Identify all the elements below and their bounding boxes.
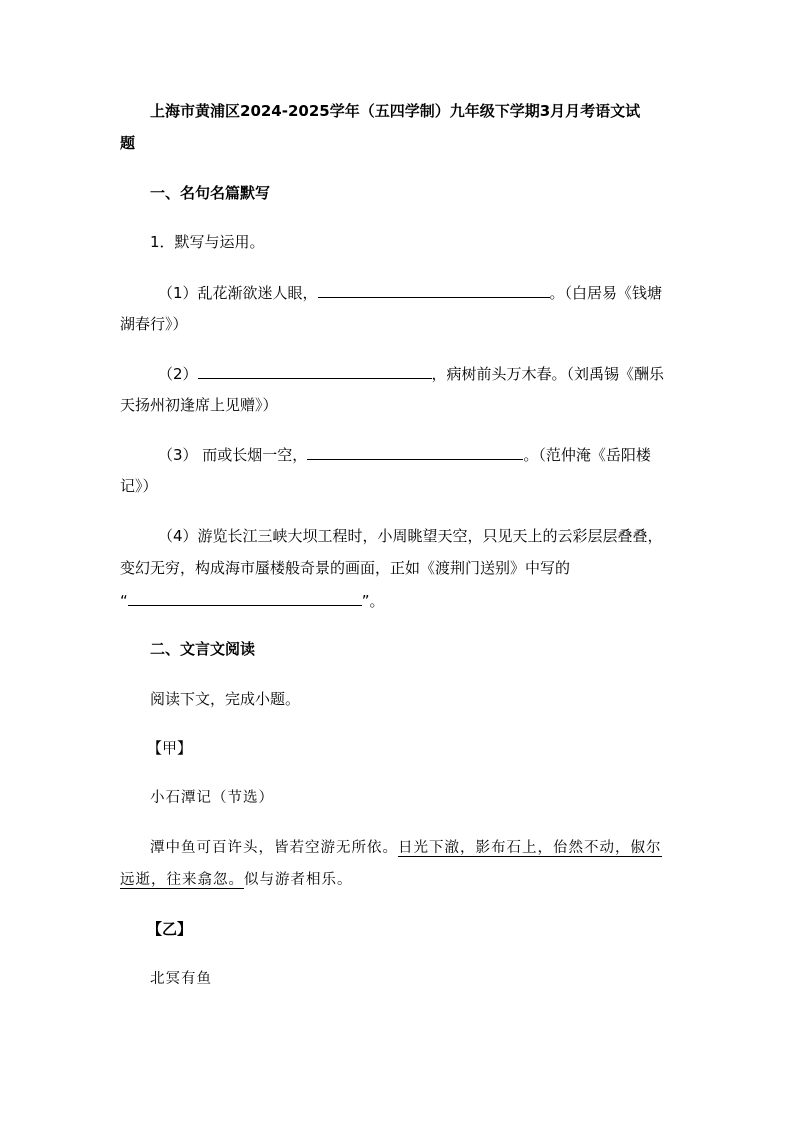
item4-answer-blank[interactable]: [128, 589, 362, 606]
passage-jia-title: 小石潭记（节选）: [150, 790, 274, 806]
question1-item1: [158, 281, 662, 304]
passage-jia-label: 【甲】: [147, 739, 193, 757]
question1-item3: [158, 443, 651, 466]
item3-prefix: （3） 而或长烟一空，: [158, 446, 308, 464]
item4-open-quote: “: [120, 592, 128, 610]
question1-label: 1．默写与运用。: [150, 233, 265, 251]
passage-jia-text-a: 潭中鱼可百许头，皆若空游无所依。: [150, 840, 398, 856]
reading-instruction: 阅读下文，完成小题。: [150, 690, 301, 708]
document-title-line2: 题: [120, 134, 136, 152]
passage-yi-label: 【乙】: [147, 920, 193, 938]
passage-yi-title: 北冥有鱼: [150, 971, 212, 987]
item3-source-continued: 记》）: [120, 477, 158, 495]
item2-source-continued: 天扬州初逢席上见赠》）: [120, 396, 278, 414]
section2-heading: 二、文言文阅读: [150, 640, 256, 658]
item1-answer-blank[interactable]: [318, 281, 550, 298]
question1-item4-line3: [120, 589, 385, 612]
item1-prefix: （1）乱花渐欲迷人眼，: [158, 284, 318, 302]
document-title-line1: 上海市黄浦区2024-2025学年（五四学制）九年级下学期3月月考语文试: [150, 102, 641, 120]
item2-prefix: （2）: [158, 365, 198, 383]
section1-heading: 一、名句名篇默写: [150, 184, 271, 202]
item1-suffix: 。（白居易《钱塘: [549, 284, 663, 302]
passage-jia-underlined-1: 日光下澈，影布石上，佁然不动，俶尔: [398, 840, 662, 856]
item2-answer-blank[interactable]: [198, 362, 432, 379]
passage-jia-underlined-2: 远逝，往来翕忽。: [120, 872, 244, 888]
item3-suffix: 。（范仲淹《岳阳楼: [523, 446, 651, 464]
question1-item2: [158, 362, 664, 385]
item2-suffix: ，病树前头万木春。（刘禹锡《酬乐: [431, 365, 665, 383]
item3-answer-blank[interactable]: [307, 443, 523, 460]
passage-jia-line1: [150, 837, 662, 859]
item1-source-continued: 湖春行》）: [120, 315, 188, 333]
passage-jia-text-b: 似与游者相乐。: [244, 872, 353, 888]
item4-close-quote: ”。: [361, 592, 385, 610]
question1-item4-line2: 变幻无穷，构成海市蜃楼般奇景的画面，正如《渡荆门送别》中写的: [120, 559, 571, 577]
passage-jia-line2: [120, 869, 353, 891]
question1-item4-line1: （4）游览长江三峡大坝工程时，小周眺望天空，只见天上的云彩层层叠叠，: [158, 527, 663, 545]
